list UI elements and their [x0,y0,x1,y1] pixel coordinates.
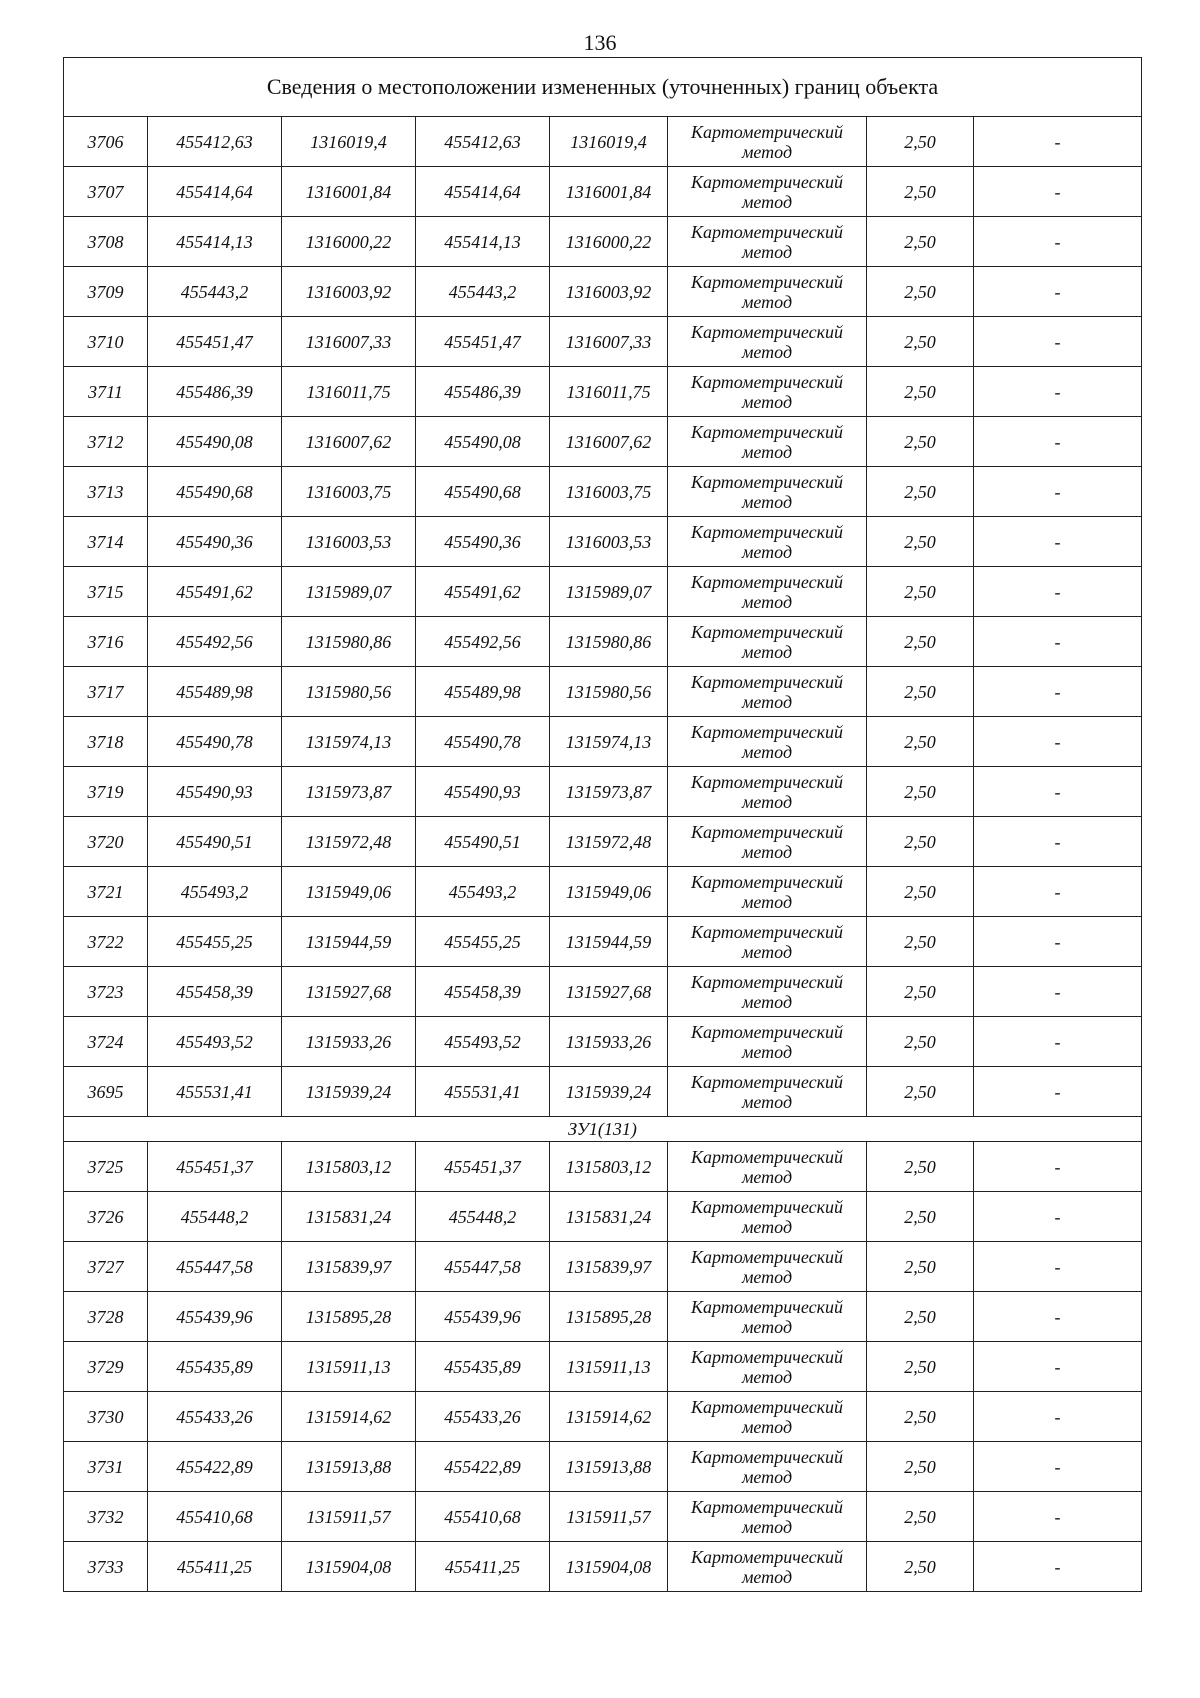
method-cell: Картометрический метод [668,317,867,367]
accuracy-cell: 2,50 [867,1342,974,1392]
y-old-cell: 1315927,68 [282,967,416,1017]
point-number-cell: 3719 [64,767,148,817]
y-new-cell: 1316011,75 [550,367,668,417]
method-cell: Картометрический метод [668,817,867,867]
y-new-cell: 1316007,62 [550,417,668,467]
description-cell: - [974,667,1142,717]
table-row [64,317,1142,367]
accuracy-cell: 2,50 [867,1492,974,1542]
accuracy-cell: 2,50 [867,1292,974,1342]
method-cell: Картометрический метод [668,967,867,1017]
description-cell: - [974,517,1142,567]
table-row [64,1017,1142,1067]
method-cell: Картометрический метод [668,517,867,567]
method-cell: Картометрический метод [668,1192,867,1242]
description-cell: - [974,567,1142,617]
table-row [64,867,1142,917]
method-cell: Картометрический метод [668,417,867,467]
accuracy-cell: 2,50 [867,1142,974,1192]
table-row [64,667,1142,717]
point-number-cell: 3715 [64,567,148,617]
y-old-cell: 1315980,56 [282,667,416,717]
point-number-cell: 3722 [64,917,148,967]
y-old-cell: 1315839,97 [282,1242,416,1292]
x-old-cell: 455493,2 [148,867,282,917]
point-number-cell: 3714 [64,517,148,567]
y-new-cell: 1315911,13 [550,1342,668,1392]
y-old-cell: 1315911,57 [282,1492,416,1542]
table-row [64,567,1142,617]
coordinates-table [63,57,1142,1592]
x-old-cell: 455490,08 [148,417,282,467]
accuracy-cell: 2,50 [867,767,974,817]
y-new-cell: 1315989,07 [550,567,668,617]
table-row [64,367,1142,417]
description-cell: - [974,317,1142,367]
y-new-cell: 1315949,06 [550,867,668,917]
table-row [64,617,1142,667]
y-old-cell: 1315914,62 [282,1392,416,1442]
method-cell: Картометрический метод [668,367,867,417]
table-row [64,517,1142,567]
accuracy-cell: 2,50 [867,167,974,217]
point-number-cell: 3727 [64,1242,148,1292]
x-new-cell: 455411,25 [416,1542,550,1592]
accuracy-cell: 2,50 [867,1242,974,1292]
point-number-cell: 3713 [64,467,148,517]
table-row [64,1542,1142,1592]
method-cell: Картометрический метод [668,467,867,517]
x-new-cell: 455490,36 [416,517,550,567]
description-cell: - [974,767,1142,817]
description-cell: - [974,1192,1142,1242]
method-cell: Картометрический метод [668,667,867,717]
section-label: ЗУ1(131) [64,1117,1142,1142]
table-row [64,967,1142,1017]
method-cell: Картометрический метод [668,717,867,767]
method-cell: Картометрический метод [668,1542,867,1592]
y-old-cell: 1315911,13 [282,1342,416,1392]
x-old-cell: 455489,98 [148,667,282,717]
y-new-cell: 1315914,62 [550,1392,668,1442]
accuracy-cell: 2,50 [867,267,974,317]
table-row [64,267,1142,317]
point-number-cell: 3732 [64,1492,148,1542]
accuracy-cell: 2,50 [867,417,974,467]
table-row [64,1342,1142,1392]
accuracy-cell: 2,50 [867,717,974,767]
point-number-cell: 3728 [64,1292,148,1342]
point-number-cell: 3709 [64,267,148,317]
y-old-cell: 1315913,88 [282,1442,416,1492]
accuracy-cell: 2,50 [867,617,974,667]
table-row [64,1142,1142,1192]
point-number-cell: 3724 [64,1017,148,1067]
point-number-cell: 3717 [64,667,148,717]
method-cell: Картометрический метод [668,917,867,967]
accuracy-cell: 2,50 [867,1067,974,1117]
accuracy-cell: 2,50 [867,917,974,967]
y-old-cell: 1316007,33 [282,317,416,367]
point-number-cell: 3729 [64,1342,148,1392]
x-old-cell: 455490,93 [148,767,282,817]
x-new-cell: 455490,93 [416,767,550,817]
table-row [64,1192,1142,1242]
description-cell: - [974,1017,1142,1067]
x-new-cell: 455414,64 [416,167,550,217]
y-new-cell: 1316001,84 [550,167,668,217]
point-number-cell: 3733 [64,1542,148,1592]
table-row [64,117,1142,167]
method-cell: Картометрический метод [668,1392,867,1442]
y-old-cell: 1316011,75 [282,367,416,417]
x-old-cell: 455451,37 [148,1142,282,1192]
x-old-cell: 455531,41 [148,1067,282,1117]
y-old-cell: 1316003,53 [282,517,416,567]
y-new-cell: 1315831,24 [550,1192,668,1242]
x-new-cell: 455493,2 [416,867,550,917]
description-cell: - [974,617,1142,667]
accuracy-cell: 2,50 [867,217,974,267]
table-title-row [64,58,1142,117]
description-cell: - [974,467,1142,517]
page-number: 136 [583,30,617,55]
x-new-cell: 455439,96 [416,1292,550,1342]
y-old-cell: 1315933,26 [282,1017,416,1067]
description-cell: - [974,1542,1142,1592]
x-old-cell: 455490,36 [148,517,282,567]
accuracy-cell: 2,50 [867,317,974,367]
y-new-cell: 1316007,33 [550,317,668,367]
y-old-cell: 1315803,12 [282,1142,416,1192]
y-new-cell: 1315904,08 [550,1542,668,1592]
x-new-cell: 455491,62 [416,567,550,617]
y-old-cell: 1316007,62 [282,417,416,467]
x-old-cell: 455433,26 [148,1392,282,1442]
x-old-cell: 455443,2 [148,267,282,317]
description-cell: - [974,1242,1142,1292]
method-cell: Картометрический метод [668,167,867,217]
y-old-cell: 1315904,08 [282,1542,416,1592]
description-cell: - [974,917,1142,967]
x-old-cell: 455439,96 [148,1292,282,1342]
point-number-cell: 3730 [64,1392,148,1442]
table-row [64,717,1142,767]
x-new-cell: 455443,2 [416,267,550,317]
x-old-cell: 455455,25 [148,917,282,967]
y-new-cell: 1316019,4 [550,117,668,167]
accuracy-cell: 2,50 [867,667,974,717]
table-row [64,417,1142,467]
description-cell: - [974,167,1142,217]
x-old-cell: 455412,63 [148,117,282,167]
y-new-cell: 1315839,97 [550,1242,668,1292]
y-new-cell: 1315974,13 [550,717,668,767]
y-old-cell: 1315973,87 [282,767,416,817]
x-old-cell: 455410,68 [148,1492,282,1542]
x-new-cell: 455490,08 [416,417,550,467]
y-new-cell: 1315972,48 [550,817,668,867]
method-cell: Картометрический метод [668,267,867,317]
table-title: Сведения о местоположении измененных (уточненных) границ объекта [64,58,1142,117]
description-cell: - [974,967,1142,1017]
description-cell: - [974,117,1142,167]
point-number-cell: 3723 [64,967,148,1017]
x-new-cell: 455433,26 [416,1392,550,1442]
point-number-cell: 3725 [64,1142,148,1192]
y-old-cell: 1315980,86 [282,617,416,667]
method-cell: Картометрический метод [668,1292,867,1342]
x-old-cell: 455451,47 [148,317,282,367]
x-old-cell: 455458,39 [148,967,282,1017]
y-new-cell: 1315895,28 [550,1292,668,1342]
y-old-cell: 1315939,24 [282,1067,416,1117]
x-new-cell: 455451,47 [416,317,550,367]
x-new-cell: 455412,63 [416,117,550,167]
point-number-cell: 3720 [64,817,148,867]
y-old-cell: 1316019,4 [282,117,416,167]
x-old-cell: 455435,89 [148,1342,282,1392]
table-row [64,817,1142,867]
description-cell: - [974,1492,1142,1542]
x-old-cell: 455493,52 [148,1017,282,1067]
table-row [64,1492,1142,1542]
y-old-cell: 1315949,06 [282,867,416,917]
accuracy-cell: 2,50 [867,117,974,167]
x-new-cell: 455490,51 [416,817,550,867]
x-old-cell: 455448,2 [148,1192,282,1242]
x-old-cell: 455492,56 [148,617,282,667]
y-new-cell: 1315980,86 [550,617,668,667]
accuracy-cell: 2,50 [867,1392,974,1442]
accuracy-cell: 2,50 [867,467,974,517]
description-cell: - [974,1342,1142,1392]
table-row [64,917,1142,967]
y-old-cell: 1315895,28 [282,1292,416,1342]
table-row [64,1442,1142,1492]
y-new-cell: 1315933,26 [550,1017,668,1067]
y-old-cell: 1316003,92 [282,267,416,317]
description-cell: - [974,1392,1142,1442]
x-new-cell: 455448,2 [416,1192,550,1242]
point-number-cell: 3711 [64,367,148,417]
y-new-cell: 1316003,75 [550,467,668,517]
point-number-cell: 3706 [64,117,148,167]
x-old-cell: 455414,64 [148,167,282,217]
accuracy-cell: 2,50 [867,517,974,567]
y-new-cell: 1315927,68 [550,967,668,1017]
point-number-cell: 3718 [64,717,148,767]
x-new-cell: 455489,98 [416,667,550,717]
x-old-cell: 455486,39 [148,367,282,417]
description-cell: - [974,867,1142,917]
y-new-cell: 1316000,22 [550,217,668,267]
accuracy-cell: 2,50 [867,1442,974,1492]
x-old-cell: 455491,62 [148,567,282,617]
description-cell: - [974,1142,1142,1192]
method-cell: Картометрический метод [668,1067,867,1117]
table-row [64,1292,1142,1342]
description-cell: - [974,367,1142,417]
y-new-cell: 1315913,88 [550,1442,668,1492]
method-cell: Картометрический метод [668,1442,867,1492]
point-number-cell: 3710 [64,317,148,367]
description-cell: - [974,417,1142,467]
method-cell: Картометрический метод [668,217,867,267]
x-new-cell: 455458,39 [416,967,550,1017]
description-cell: - [974,817,1142,867]
y-old-cell: 1315831,24 [282,1192,416,1242]
method-cell: Картометрический метод [668,867,867,917]
description-cell: - [974,1442,1142,1492]
description-cell: - [974,267,1142,317]
method-cell: Картометрический метод [668,767,867,817]
x-new-cell: 455435,89 [416,1342,550,1392]
method-cell: Картометрический метод [668,1242,867,1292]
description-cell: - [974,717,1142,767]
method-cell: Картометрический метод [668,567,867,617]
x-old-cell: 455490,78 [148,717,282,767]
y-old-cell: 1315944,59 [282,917,416,967]
table-row [64,217,1142,267]
point-number-cell: 3721 [64,867,148,917]
x-old-cell: 455490,68 [148,467,282,517]
method-cell: Картометрический метод [668,117,867,167]
table-row [64,1392,1142,1442]
x-new-cell: 455490,68 [416,467,550,517]
y-new-cell: 1316003,53 [550,517,668,567]
method-cell: Картометрический метод [668,1492,867,1542]
accuracy-cell: 2,50 [867,1542,974,1592]
description-cell: - [974,217,1142,267]
x-old-cell: 455411,25 [148,1542,282,1592]
x-new-cell: 455492,56 [416,617,550,667]
x-new-cell: 455486,39 [416,367,550,417]
y-new-cell: 1315939,24 [550,1067,668,1117]
description-cell: - [974,1067,1142,1117]
point-number-cell: 3731 [64,1442,148,1492]
y-new-cell: 1315980,56 [550,667,668,717]
accuracy-cell: 2,50 [867,867,974,917]
x-new-cell: 455414,13 [416,217,550,267]
point-number-cell: 3708 [64,217,148,267]
y-new-cell: 1315803,12 [550,1142,668,1192]
y-old-cell: 1315989,07 [282,567,416,617]
table-row [64,167,1142,217]
x-new-cell: 455422,89 [416,1442,550,1492]
point-number-cell: 3707 [64,167,148,217]
accuracy-cell: 2,50 [867,817,974,867]
y-old-cell: 1316003,75 [282,467,416,517]
y-old-cell: 1315974,13 [282,717,416,767]
section-row [64,1117,1142,1142]
accuracy-cell: 2,50 [867,1192,974,1242]
point-number-cell: 3712 [64,417,148,467]
x-new-cell: 455447,58 [416,1242,550,1292]
table-row [64,1067,1142,1117]
accuracy-cell: 2,50 [867,967,974,1017]
point-number-cell: 3695 [64,1067,148,1117]
x-new-cell: 455531,41 [416,1067,550,1117]
method-cell: Картометрический метод [668,617,867,667]
y-new-cell: 1315944,59 [550,917,668,967]
y-new-cell: 1315973,87 [550,767,668,817]
method-cell: Картометрический метод [668,1017,867,1067]
description-cell: - [974,1292,1142,1342]
x-new-cell: 455490,78 [416,717,550,767]
table-row [64,467,1142,517]
table-row [64,1242,1142,1292]
x-old-cell: 455490,51 [148,817,282,867]
y-new-cell: 1316003,92 [550,267,668,317]
y-old-cell: 1315972,48 [282,817,416,867]
y-old-cell: 1316000,22 [282,217,416,267]
x-old-cell: 455414,13 [148,217,282,267]
x-new-cell: 455451,37 [416,1142,550,1192]
point-number-cell: 3716 [64,617,148,667]
y-new-cell: 1315911,57 [550,1492,668,1542]
accuracy-cell: 2,50 [867,367,974,417]
x-new-cell: 455410,68 [416,1492,550,1542]
method-cell: Картометрический метод [668,1342,867,1392]
y-old-cell: 1316001,84 [282,167,416,217]
x-old-cell: 455422,89 [148,1442,282,1492]
x-new-cell: 455493,52 [416,1017,550,1067]
method-cell: Картометрический метод [668,1142,867,1192]
table-body [64,58,1142,1592]
table-row [64,767,1142,817]
accuracy-cell: 2,50 [867,1017,974,1067]
x-old-cell: 455447,58 [148,1242,282,1292]
accuracy-cell: 2,50 [867,567,974,617]
point-number-cell: 3726 [64,1192,148,1242]
x-new-cell: 455455,25 [416,917,550,967]
